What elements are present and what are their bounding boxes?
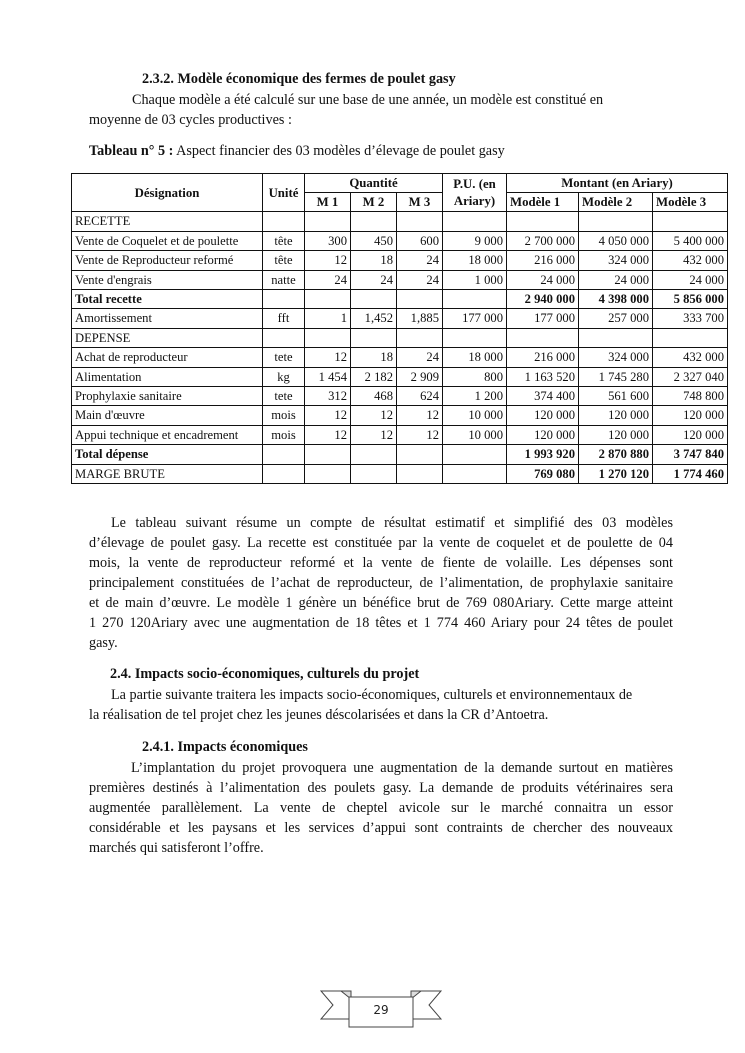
row-unite: fft [263,309,305,328]
header-modele1: Modèle 1 [507,193,579,212]
row-pu [443,445,507,464]
table-row [72,309,728,328]
summary-line: 1 270 120Ariary avec une augmentation de 18 têtes et 1 774 460 Ariary pour 24 têtes de poulet [89,615,673,631]
section-2-4-line: la réalisation de tel projet chez les jeunes déscolarisées et dans la CR d’Antoetra. [89,707,549,723]
table-row [72,425,728,444]
summary-line: mois, la vente de reproducteur reformé et la vente de fiente de volaille. Les dépenses sont [89,555,673,571]
row-m3 [397,212,443,231]
row-modele3: 5 400 000 [653,231,728,250]
row-m3: 24 [397,348,443,367]
row-modele3: 1 774 460 [653,464,728,483]
row-designation: MARGE BRUTE [72,464,263,483]
header-m2: M 2 [351,193,397,212]
section-2-4-1-line: premières destinés à l’alimentation des poulets gasy. La demande de produits vétérinaires sera [89,780,673,796]
row-designation: DEPENSE [72,328,263,347]
table-row [72,348,728,367]
row-modele3 [653,328,728,347]
section-heading-2-4: 2.4. Impacts socio-économiques, culturels du projet [110,666,420,682]
row-m2: 12 [351,425,397,444]
row-pu: 10 000 [443,406,507,425]
row-modele1: 2 700 000 [507,231,579,250]
row-modele3 [653,212,728,231]
row-pu: 1 000 [443,270,507,289]
row-modele1: 177 000 [507,309,579,328]
row-m3: 600 [397,231,443,250]
table-row [72,367,728,386]
summary-line: principalement constituées de l’achat de reproducteur, de l’alimentation, de prophylaxie sanitaire [89,575,673,591]
row-m1: 12 [305,251,351,270]
summary-line: d’élevage de poulet gasy. La recette est constituée par la vente de coquelet et de poulette de 04 [89,535,673,551]
row-pu: 18 000 [443,251,507,270]
row-modele2: 2 870 880 [579,445,653,464]
table-row [72,387,728,406]
row-m1 [305,328,351,347]
header-pu-line1: P.U. (en [453,176,496,191]
row-unite [263,290,305,309]
row-m2: 24 [351,270,397,289]
row-unite: tete [263,348,305,367]
row-modele3: 24 000 [653,270,728,289]
row-designation: Appui technique et encadrement [72,425,263,444]
row-modele2: 324 000 [579,348,653,367]
row-designation: Amortissement [72,309,263,328]
row-modele1: 216 000 [507,251,579,270]
header-modele3: Modèle 3 [653,193,728,212]
row-m2: 2 182 [351,367,397,386]
row-m3: 12 [397,425,443,444]
section-2-4-1-line: augmentée parallèlement. La vente de cheptel avicole sur le marché connaitra un essor [89,800,673,816]
row-modele2 [579,212,653,231]
page-number-banner [319,987,443,1029]
row-m3: 24 [397,270,443,289]
row-m1: 312 [305,387,351,406]
row-modele2: 4 050 000 [579,231,653,250]
row-pu [443,328,507,347]
row-designation: Total dépense [72,445,263,464]
row-unite: natte [263,270,305,289]
row-m3: 2 909 [397,367,443,386]
row-designation: Alimentation [72,367,263,386]
table-row [72,406,728,425]
header-m1: M 1 [305,193,351,212]
header-quantite: Quantité [305,174,443,193]
row-modele1: 24 000 [507,270,579,289]
row-designation: Achat de reproducteur [72,348,263,367]
summary-line: gasy. [89,635,118,651]
row-unite [263,328,305,347]
row-m1: 1 454 [305,367,351,386]
section-heading-2-3-2: 2.3.2. Modèle économique des fermes de poulet gasy [142,71,456,87]
section-2-4-1-line: marchés qui satisferont l’offre. [89,840,264,856]
row-m2 [351,445,397,464]
row-designation: RECETTE [72,212,263,231]
row-modele2: 257 000 [579,309,653,328]
table-row [72,212,728,231]
table-row [72,328,728,347]
row-unite: kg [263,367,305,386]
row-m1: 24 [305,270,351,289]
row-modele3: 120 000 [653,425,728,444]
table-caption-label: Tableau n° 5 : [89,143,174,159]
table-row [72,445,728,464]
row-m3: 1,885 [397,309,443,328]
table-body [72,212,728,484]
row-m2 [351,290,397,309]
header-modele2: Modèle 2 [579,193,653,212]
row-modele2 [579,328,653,347]
row-modele2: 561 600 [579,387,653,406]
row-designation: Vente d'engrais [72,270,263,289]
row-pu: 1 200 [443,387,507,406]
row-modele2: 4 398 000 [579,290,653,309]
row-pu: 9 000 [443,231,507,250]
header-pu [443,174,507,212]
row-m3 [397,464,443,483]
section-2-4-line: La partie suivante traitera les impacts socio-économiques, culturels et environnementaux de [111,687,633,703]
row-modele3: 333 700 [653,309,728,328]
row-m3 [397,290,443,309]
section-2-4-paragraph [89,685,673,725]
row-modele1: 1 993 920 [507,445,579,464]
intro-line-1: Chaque modèle a été calculé sur une base de une année, un modèle est constitué en [132,92,604,108]
row-modele2: 24 000 [579,270,653,289]
row-m1 [305,464,351,483]
row-modele1 [507,212,579,231]
row-m1: 1 [305,309,351,328]
row-unite [263,464,305,483]
row-unite: tête [263,251,305,270]
row-pu [443,290,507,309]
header-montant: Montant (en Ariary) [507,174,728,193]
row-m2: 18 [351,251,397,270]
summary-line: Le tableau suivant résume un compte de résultat estimatif et simplifié des 03 modèles [111,515,673,531]
row-modele3: 120 000 [653,406,728,425]
row-modele3: 2 327 040 [653,367,728,386]
row-unite: mois [263,425,305,444]
row-m1: 12 [305,348,351,367]
row-m3 [397,445,443,464]
row-m1 [305,445,351,464]
row-pu [443,464,507,483]
row-modele1: 1 163 520 [507,367,579,386]
row-m2: 468 [351,387,397,406]
section-2-4-1-paragraph [89,758,673,858]
row-pu: 800 [443,367,507,386]
row-unite [263,445,305,464]
row-m2: 1,452 [351,309,397,328]
row-m2: 12 [351,406,397,425]
row-designation: Main d'œuvre [72,406,263,425]
row-pu: 10 000 [443,425,507,444]
section-heading-2-4-1: 2.4.1. Impacts économiques [142,739,308,755]
row-modele3: 748 800 [653,387,728,406]
table-row [72,231,728,250]
row-m2 [351,464,397,483]
row-m1: 300 [305,231,351,250]
section-2-4-1-line: L’implantation du projet provoquera une augmentation de la demande surtout en matières [131,760,673,776]
row-m1: 12 [305,406,351,425]
row-m3: 624 [397,387,443,406]
row-m2 [351,212,397,231]
header-designation: Désignation [72,174,263,212]
row-m2 [351,328,397,347]
table-row [72,270,728,289]
row-modele2: 324 000 [579,251,653,270]
summary-paragraph [89,513,673,653]
header-unite: Unité [263,174,305,212]
row-modele1: 216 000 [507,348,579,367]
row-pu: 177 000 [443,309,507,328]
row-pu [443,212,507,231]
row-modele1: 120 000 [507,406,579,425]
row-modele3: 432 000 [653,251,728,270]
row-m3 [397,328,443,347]
row-unite: tête [263,231,305,250]
intro-line-2: moyenne de 03 cycles productives : [89,112,292,128]
row-modele3: 3 747 840 [653,445,728,464]
row-m3: 12 [397,406,443,425]
financial-table [71,173,728,484]
page-number: 29 [373,1003,389,1017]
table-row [72,464,728,483]
row-modele1: 374 400 [507,387,579,406]
row-m1: 12 [305,425,351,444]
row-modele1: 769 080 [507,464,579,483]
row-modele1 [507,328,579,347]
row-m1 [305,212,351,231]
table-caption [89,143,505,160]
section-2-4-1-line: considérable et les paysans et les services d’appui sont contraints de chercher des nouveaux [89,820,673,836]
row-modele2: 1 270 120 [579,464,653,483]
row-m2: 18 [351,348,397,367]
row-m1 [305,290,351,309]
row-designation: Vente de Reproducteur reformé [72,251,263,270]
table-row [72,290,728,309]
row-modele1: 120 000 [507,425,579,444]
row-m3: 24 [397,251,443,270]
row-pu: 18 000 [443,348,507,367]
row-unite: tete [263,387,305,406]
row-designation: Vente de Coquelet et de poulette [72,231,263,250]
row-m2: 450 [351,231,397,250]
row-modele3: 5 856 000 [653,290,728,309]
header-pu-line2: Ariary) [453,193,496,208]
row-unite: mois [263,406,305,425]
row-modele2: 1 745 280 [579,367,653,386]
table-row [72,251,728,270]
header-m3: M 3 [397,193,443,212]
row-modele2: 120 000 [579,406,653,425]
table-caption-text: Aspect financier des 03 modèles d’élevage de poulet gasy [173,143,505,159]
summary-line: et de main d’œuvre. Le modèle 1 génère un bénéfice brut de 769 080Ariary. Cette marge atteint [89,595,673,611]
row-unite [263,212,305,231]
row-designation: Total recette [72,290,263,309]
row-designation: Prophylaxie sanitaire [72,387,263,406]
row-modele2: 120 000 [579,425,653,444]
row-modele1: 2 940 000 [507,290,579,309]
row-modele3: 432 000 [653,348,728,367]
